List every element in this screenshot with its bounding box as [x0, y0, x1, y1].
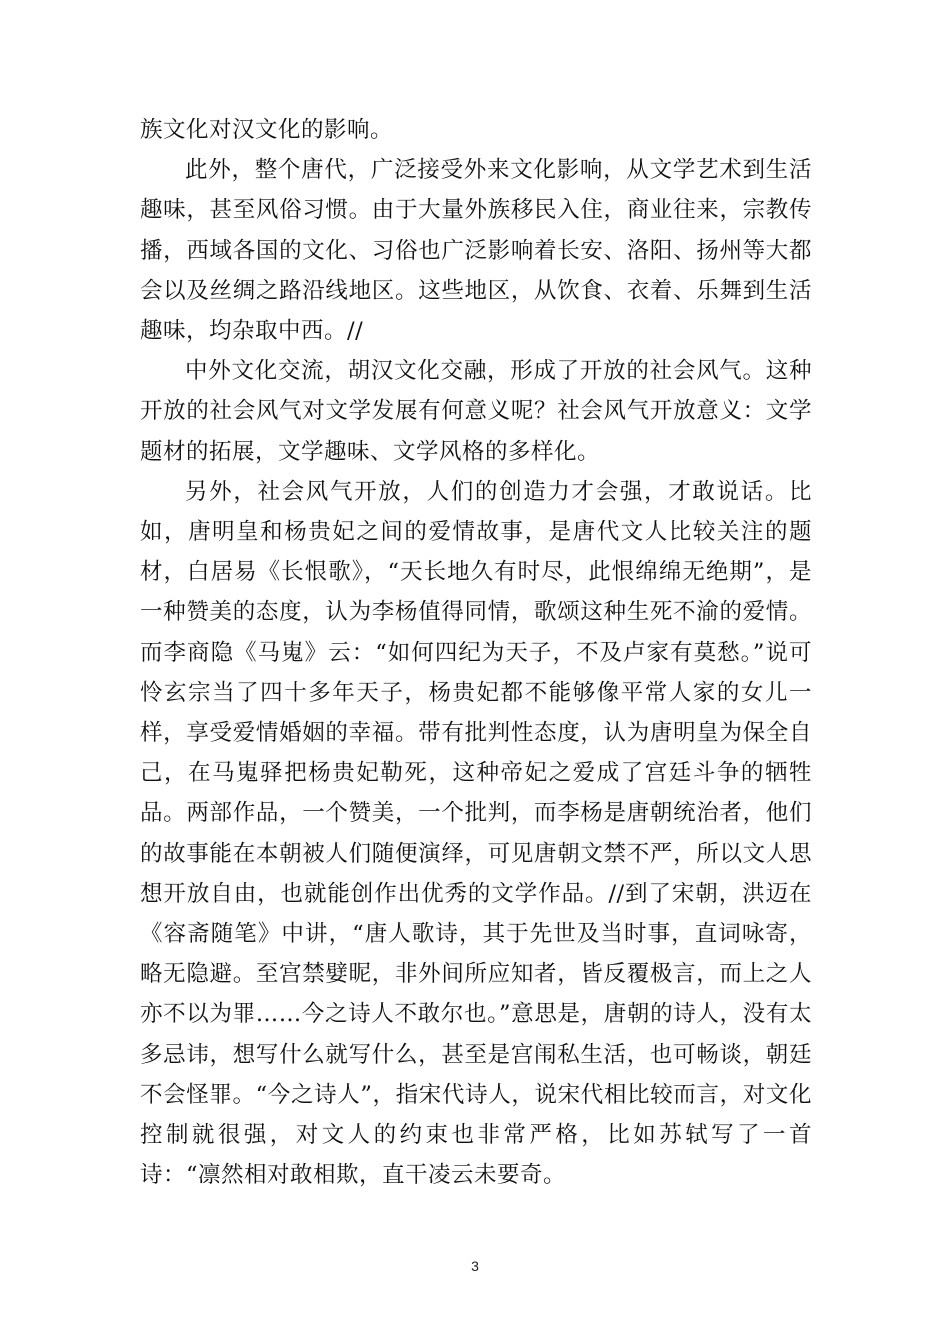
paragraph-creative-freedom: 另外，社会风气开放，人们的创造力才会强，才敢说话。比如，唐明皇和杨贵妃之间的爱情故事，是唐代文人比较关注的题材，白居易《长恨歌》，“天长地久有时尽，此恨绵绵无绝期”，是一种赞美的态度，认为李杨值得同情，歌颂这种生死不渝的爱情。而李商隐《马嵬》云：“如何四纪为天子，不及卢家有莫愁。”说可怜玄宗当了四十多年天子，杨贵妃都不能够像平常人家的女儿一样，享受爱情婚姻的幸福。带有批判性态度，认为唐明皇为保全自己，在马嵬驿把杨贵妃勒死，这种帝妃之爱成了宫廷斗争的牺牲品。两部作品，一个赞美，一个批判，而李杨是唐朝统治者，他们的故事能在本朝被人们随便演绎，可见唐朝文禁不严，所以文人思想开放自由，也就能创作出优秀的文学作品。//到了宋朝，洪迈在《容斋随笔》中讲，“唐人歌诗，其于先世及当时事，直词咏寄，略无隐避。至宫禁嬖昵，非外间所应知者，皆反覆极言，而上之人亦不以为罪……今之诗人不敢尔也。”意思是，唐朝的诗人，没有太多忌讳，想写什么就写什么，甚至是宫闱私生活，也可畅谈，朝廷不会怪罪。“今之诗人”，指宋代诗人，说宋代相比较而言，对文化控制就很强，对文人的约束也非常严格，比如苏轼写了一首诗：“凛然相对敢相欺，直干凌云未要奇。: [140, 478, 812, 1189]
body-text: [140, 110, 812, 1195]
paragraph-foreign-influence: 此外，整个唐代，广泛接受外来文化影响，从文学艺术到生活趣味，甚至风俗习惯。由于大量外族移民入住，商业往来，宗教传播，西域各国的文化、习俗也广泛影响着长安、洛阳、扬州等大都会以及丝绸之路沿线地区。这些地区，从饮食、衣着、乐舞到生活趣味，均杂取中西。//: [140, 157, 812, 345]
paragraph-open-society: 中外文化交流，胡汉文化交融，形成了开放的社会风气。这种开放的社会风气对文学发展有何意义呢？社会风气开放意义：文学题材的拓展，文学趣味、文学风格的多样化。: [140, 358, 812, 465]
page-number: 3: [471, 1258, 479, 1274]
paragraph-continued: 族文化对汉文化的影响。: [140, 117, 394, 143]
